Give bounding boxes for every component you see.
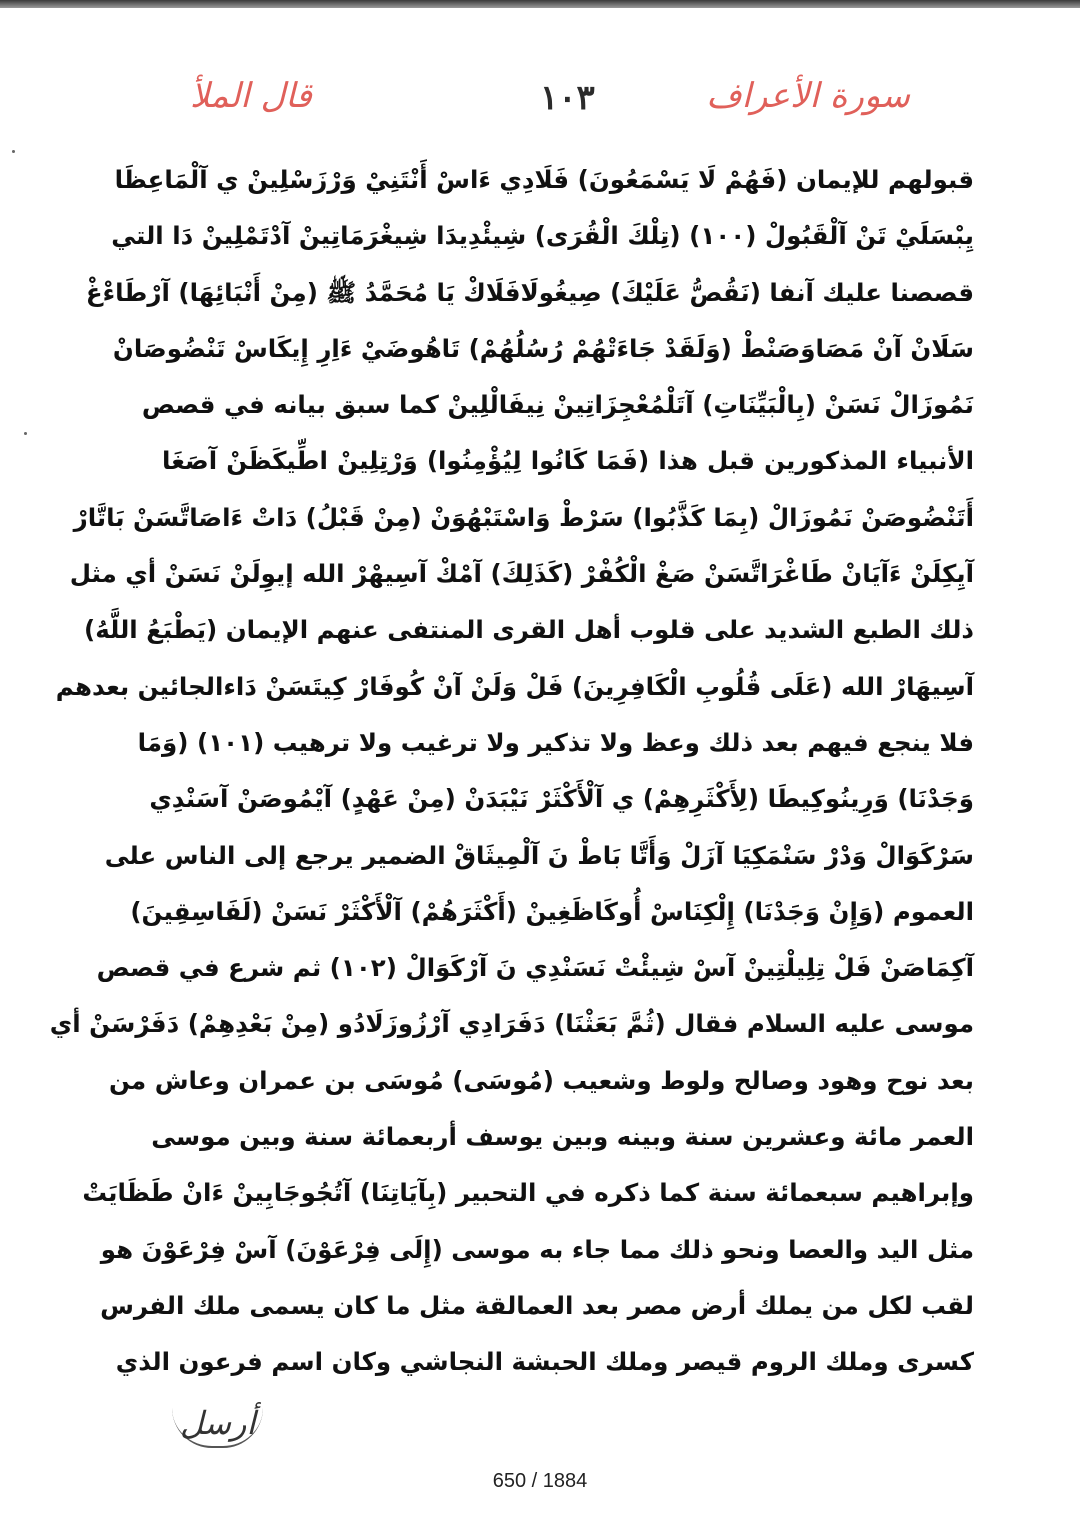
- text-line: بعد نوح وهود وصالح ولوط وشعيب (مُوسَى) مُوسَى بن عمران وعاش من: [108, 1065, 974, 1095]
- text-line: سَرْكَوَالْ وَدْرْ سَنْمَكِيَا آزَلْ وَأَتَّا بَاطْ نَ آلْمِيثَاقْ الضمير يرجع إلى الناس على: [104, 840, 974, 870]
- text-line: وَجَدْنَا) وَرِينُوكِيطَا (لِأَكْثَرِهِمْ) ي آلْأَكْثَرْ نَيْبَدَنْ (مِنْ عَهْدٍ) آيْمُوصَنْ آسَنْدِي: [149, 784, 974, 814]
- scan-top-edge: [0, 0, 1080, 8]
- text-line: العمر مائة وعشرين سنة وبينه وبين يوسف أربعمائة سنة وبين موسى: [151, 1122, 974, 1152]
- handwritten-signature: أرسل: [172, 1404, 263, 1448]
- text-line: آسِيهَارْ الله (عَلَى قُلُوبِ الْكَافِرِينَ) فَلْ وَلَنْ آنْ كُوفَارْ كِيتَسَنْ دَاءالجائين بعدهم: [55, 671, 974, 701]
- handwritten-left-note: قال الملأ: [190, 76, 312, 116]
- commentary-text: [49, 152, 974, 1391]
- text-line: قبولهم للإيمان (فَهُمْ لَا يَسْمَعُونَ) فَلَادِي ءَاسْ أَنْتَنِيْ وَرْزَسْلِينْ ي آلْمَاعِظَا: [114, 165, 974, 194]
- text-line: آكِمَاصَنْ فَلْ تِلِيلْتِينْ آسْ شِيئْتْ نَسَنْدِي نَ آرْكَوَالْ (١٠٢) ثم شرع في قصص: [96, 953, 974, 983]
- text-line: سَلَانْ آنْ مَصَاوَصَنْطْ (وَلَقَدْ جَاءَتْهُمْ رُسُلُهُمْ) تَاهُوضَيْ ءَاِرِ إِيكَاسْ تَنْضُوصَانْ: [112, 333, 974, 363]
- text-line: لقب لكل من يملك أرض مصر بعد العمالقة مثل ما كان يسمى ملك الفرس: [100, 1290, 974, 1320]
- page-header: [150, 72, 920, 132]
- page-counter: 650 / 1884: [492, 1470, 588, 1492]
- text-line: أَتَنْضُوصَنْ نَمُوزَالْ (بِمَا كَذَّبُوا) سَرْطْ وَاسْتَبْهُوَنْ (مِنْ قَبْلُ) دَاتْ ءَاصَاتَّسَنْ بَاتَّارْ: [73, 502, 974, 532]
- text-line: العموم (وَإِنْ وَجَدْنَا) إِلْكِنَاسْ أُوكَاظَغِينْ (أَكْثَرَهُمْ) آلْأَكْثَرْ نَسَنْ (لَفَاسِقِينَ): [130, 896, 974, 926]
- text-line: آيِكِلَنْ ءَآيَانْ طَاغْرَاتَّسَنْ صَغْ الْكُفْرْ (كَذَلِكَ) آمْكْ آسِيهْرْ الله إيوِلَنْ نَسَنْ أي مثل: [69, 559, 974, 589]
- text-line: وإبراهيم سبعمائة سنة كما ذكره في التحبير (بِآيَاتِنَا) آتُجُوجَابِينْ ءَانْ طَظَايَتْ: [82, 1178, 974, 1208]
- scan-speck: [24, 432, 27, 435]
- text-line: فلا ينجع فيهم بعد ذلك وعظ ولا تذكير ولا ترغيب ولا ترهيب (١٠١) (وَمَا: [137, 727, 974, 757]
- handwritten-surah-note: سورة الأعراف: [706, 76, 910, 116]
- text-line: قصصنا عليك آنفا (نَقُصُّ عَلَيْكَ) صِيغُولَافَلَاكْ يَا مُحَمَّدُ ﷺ (مِنْ أَنْبَائِهَا) آرْطَاءْغْ: [85, 277, 974, 307]
- text-line: موسى عليه السلام فقال (ثُمَّ بَعَثْنَا) دَفَرَادِي آرْزُوزَلَادُو (مِنْ بَعْدِهِمْ) دَفَرْسَنْ أي: [49, 1009, 974, 1039]
- text-line: كسرى وملك الروم قيصر وملك الحبشة النجاشي وكان اسم فرعون الذي: [115, 1347, 974, 1377]
- page-number: ١٠٣: [540, 78, 595, 118]
- scan-speck: [12, 150, 15, 153]
- text-line: الأنبياء المذكورين قبل هذا (فَمَا كَانُوا لِيُؤْمِنُوا) وَرْتِلِينْ اطِّيكَظَنْ آصَغَا: [162, 446, 974, 476]
- text-line: ذلك الطبع الشديد على قلوب أهل القرى المنتفى عنهم الإيمان (يَطْبَعُ اللَّهُ): [84, 615, 974, 645]
- text-line: يِبْسَلَيْ تَنْ آلْقَبُولْ (١٠٠) (تِلْكَ الْقُرَى) شِيئْدِيدَا شِيغْرَمَاتِينْ آدْتَمْلِينْ دَا التي: [111, 221, 974, 251]
- text-line: نَمُوزَالْ نَسَنْ (بِالْبَيِّنَاتِ) آتَلْمُعْجِزَاتِينْ نِيفَالْلِينْ كما سبق بيانه في قصص: [141, 390, 974, 420]
- text-line: مثل اليد والعصا ونحو ذلك مما جاء به موسى (إِلَى فِرْعَوْنَ) آسْ فِرْعَوْنَ هو: [100, 1234, 974, 1264]
